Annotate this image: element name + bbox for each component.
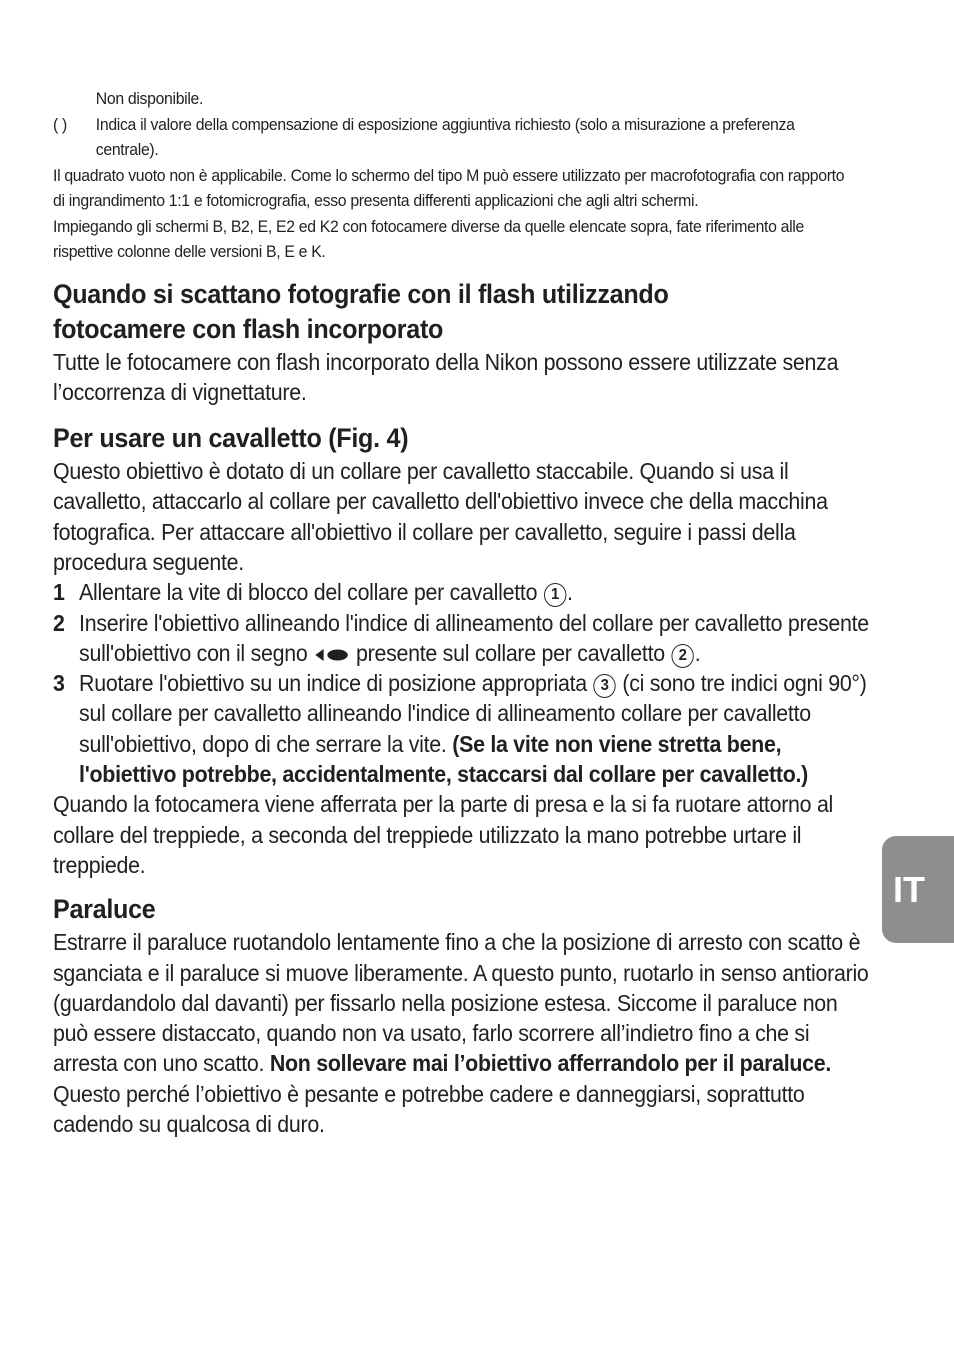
step-text: Inserire l'obiettivo allineando l'indice di allineamento del collare per cavalletto presente sull'obiettivo con il segno: [79, 609, 869, 666]
callout-circle-icon: 2: [671, 644, 693, 668]
hood-paragraph: [53, 927, 871, 1139]
hood-text-end: Questo perché l’obiettivo è pesante e potrebbe cadere e danneggiarsi, soprattutto cadendo su qualcosa di duro.: [53, 1080, 805, 1138]
step-warning: (Se la vite non viene stretta bene, l'obiettivo potrebbe, accidentalmente, staccarsi dal collare per cavalletto.): [79, 730, 808, 788]
step-text: Allentare la vite di blocco del collare per cavalletto: [79, 579, 538, 606]
tripod-steps: [53, 577, 871, 789]
hood-heading: Paraluce: [53, 894, 156, 925]
step-number: 2: [53, 609, 65, 636]
paren-description: Indica il valore della compensazione di esposizione aggiuntiva richiesto (solo a misurazione a preferenza centrale).: [95, 114, 795, 159]
callout-circle-icon: 1: [544, 583, 566, 607]
hood-text: Estrarre il paraluce ruotandolo lentamente fino a che la posizione di arresto con scatto è sganciata e il paraluce si muove liberamente. A questo punto, ruotarlo in senso antiorario (guardandolo dal davanti) per fissarlo nella posizione estesa. Siccome il paraluce non può essere distaccato, quando non va usato, farlo scorrere all’indietro fino a che si arresta con uno scatto.: [53, 929, 869, 1077]
note-not-available: Non disponibile.: [95, 89, 204, 108]
flash-heading-line1: Quando si scattano fotografie con il flash utilizzando: [53, 278, 669, 309]
step-text-end: .: [567, 579, 573, 606]
tripod-outro: Quando la fotocamera viene afferrata per la parte di presa e la si fa ruotare attorno al collare del treppiede, a seconda del treppiede utilizzato la mano potrebbe urtare il treppiede.: [53, 791, 834, 878]
step-3: [53, 668, 871, 789]
hood-body: [53, 927, 871, 1139]
step-text-mid: presente sul collare per cavalletto: [355, 639, 665, 666]
note-empty-square: Il quadrato vuoto non è applicabile. Come lo schermo del tipo M può essere utilizzato per macrofotografia con rapporto di ingrandimento 1:1 e fotomicrografia, esso presenta differenti applicazioni che agli altri schermi.: [53, 165, 845, 210]
tripod-heading: Per usare un cavalletto (Fig. 4): [53, 423, 409, 454]
step-number: 3: [53, 670, 65, 697]
hood-warning: Non sollevare mai l’obiettivo afferrandolo per il paraluce.: [269, 1050, 832, 1077]
step-text: Ruotare l'obiettivo su un indice di posizione appropriata: [79, 670, 587, 697]
step-2: [53, 608, 871, 669]
step-1: [53, 577, 871, 607]
flash-body: [53, 347, 871, 408]
step-number: 1: [53, 579, 65, 606]
step-text-cont: (ci sono tre indici ogni 90°) sul collare per cavalletto allineando l'indice di allineamento collare per cavalletto sull'obiettivo, dopo di che serrare la vite.: [79, 670, 867, 757]
align-mark-icon: [315, 648, 348, 662]
flash-heading-line2: fotocamere con flash incorporato: [53, 313, 444, 344]
step-text-end: .: [694, 639, 701, 666]
paren-symbol: ( ): [53, 114, 67, 134]
flash-heading: [53, 277, 871, 347]
callout-circle-icon: 3: [593, 674, 615, 698]
tripod-intro: Questo obiettivo è dotato di un collare per cavalletto staccabile. Quando si usa il cavalletto, attaccarlo al collare per cavalletto dell'obiettivo invece che della macchina fotografica. Per attaccare all'obiettivo il collare per cavalletto, seguire i passi della procedura seguente.: [53, 458, 828, 575]
language-tab: IT: [882, 836, 954, 943]
notes-block: [53, 86, 853, 265]
page-content: [53, 86, 869, 1139]
note-paren-row: [53, 112, 853, 163]
flash-paragraph: Tutte le fotocamere con flash incorporato della Nikon possono essere utilizzate senza l’occorrenza di vignettature.: [53, 348, 839, 405]
note-other-cameras: Impiegando gli schermi B, B2, E, E2 ed K2 con fotocamere diverse da quelle elencate sopra, fate riferimento alle rispettive colonne delle versioni B, E e K.: [53, 216, 804, 261]
tripod-body: [53, 456, 871, 880]
